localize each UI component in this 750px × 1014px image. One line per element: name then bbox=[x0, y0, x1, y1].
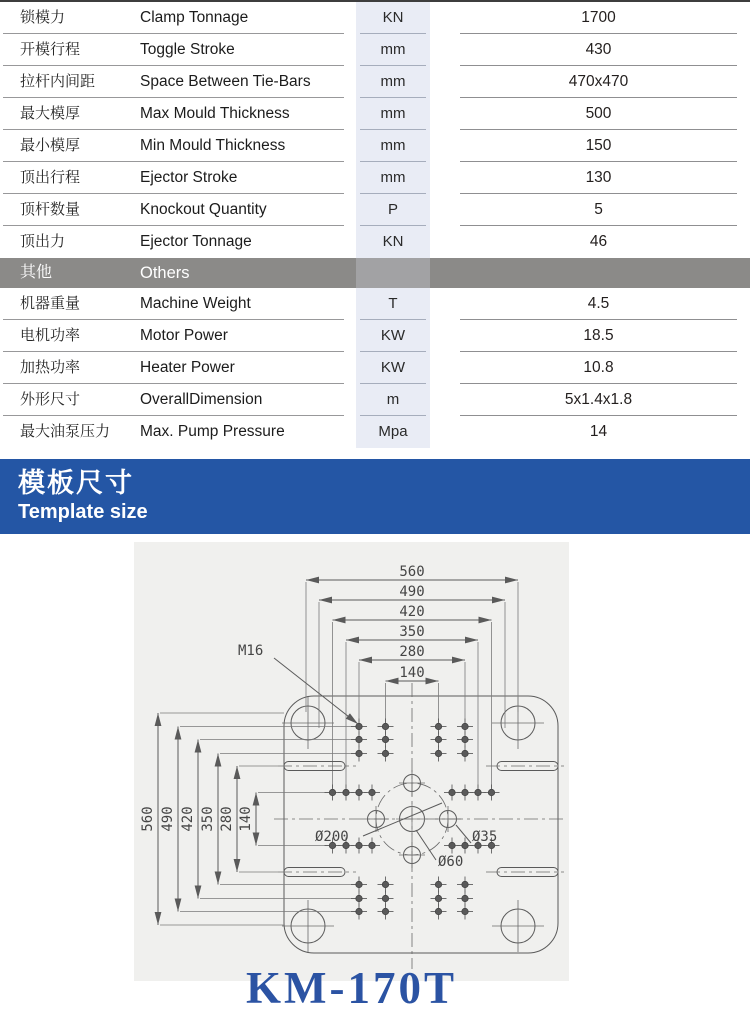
thread-label-m16: M16 bbox=[238, 643, 264, 659]
spec-row-overall-dimension bbox=[0, 384, 750, 416]
unit: KN bbox=[382, 9, 404, 26]
spec-row-motor-power bbox=[0, 320, 750, 352]
section-label-cn: 其他 bbox=[20, 264, 53, 281]
spec-row-heater-power bbox=[0, 352, 750, 384]
value: 1700 bbox=[581, 9, 616, 26]
spec-row-toggle-stroke bbox=[0, 34, 750, 66]
value: 14 bbox=[589, 423, 608, 440]
label-en: Heater Power bbox=[140, 359, 235, 376]
spec-row-knockout-quantity bbox=[0, 194, 750, 226]
value: 10.8 bbox=[583, 359, 614, 376]
dim-left-490: 490 bbox=[160, 806, 176, 832]
value: 5x1.4x1.8 bbox=[564, 391, 633, 408]
label-en: Knockout Quantity bbox=[140, 201, 267, 218]
spec-row-max-pump-pressure bbox=[0, 416, 750, 448]
label-en: Max Mould Thickness bbox=[140, 105, 290, 122]
spec-row-machine-weight bbox=[0, 288, 750, 320]
label-en: OverallDimension bbox=[140, 391, 263, 408]
dim-top-560: 560 bbox=[399, 564, 425, 580]
value: 4.5 bbox=[587, 295, 610, 312]
label-cn: 机器重量 bbox=[20, 295, 81, 312]
label-cn: 顶出力 bbox=[20, 233, 66, 250]
hole-label-60: Ø60 bbox=[438, 854, 464, 870]
unit: KW bbox=[380, 359, 406, 376]
banner-title-cn: 模板尺寸 bbox=[18, 468, 134, 498]
label-cn: 顶出行程 bbox=[20, 169, 81, 186]
value: 500 bbox=[585, 105, 612, 122]
spec-row-tie-bar-space bbox=[0, 66, 750, 98]
label-en: Ejector Stroke bbox=[140, 169, 238, 186]
label-cn: 开模行程 bbox=[20, 41, 81, 58]
label-en: Toggle Stroke bbox=[140, 41, 235, 58]
dim-left-420: 420 bbox=[180, 806, 196, 832]
unit: Mpa bbox=[378, 423, 408, 440]
template-drawing-panel bbox=[134, 542, 569, 981]
drawing-labels bbox=[238, 643, 497, 870]
label-cn: 最大模厚 bbox=[20, 105, 81, 122]
value: 18.5 bbox=[583, 327, 614, 344]
unit: m bbox=[386, 391, 400, 408]
dimensions-left bbox=[140, 713, 356, 925]
value: 470x470 bbox=[568, 73, 629, 90]
unit: KN bbox=[382, 233, 404, 250]
model-name: KM-170T bbox=[246, 963, 457, 1013]
dim-top-420: 420 bbox=[399, 604, 425, 620]
dim-top-490: 490 bbox=[399, 584, 425, 600]
value: 130 bbox=[585, 169, 612, 186]
label-en: Clamp Tonnage bbox=[140, 9, 249, 26]
spec-table bbox=[0, 0, 750, 448]
value: 430 bbox=[585, 41, 612, 58]
dim-left-560: 560 bbox=[140, 806, 156, 832]
tie-bar-holes bbox=[282, 697, 544, 952]
platen-outline bbox=[284, 696, 558, 953]
dim-top-140: 140 bbox=[399, 665, 425, 681]
section-label-en: Others bbox=[140, 264, 190, 282]
value: 46 bbox=[589, 233, 608, 250]
label-cn: 最大油泵压力 bbox=[20, 423, 111, 440]
label-en: Motor Power bbox=[140, 327, 228, 344]
dim-left-140: 140 bbox=[238, 806, 254, 832]
template-drawing bbox=[134, 542, 569, 981]
unit: KW bbox=[380, 327, 406, 344]
label-en: Ejector Tonnage bbox=[140, 233, 252, 250]
label-en: Space Between Tie-Bars bbox=[140, 73, 311, 90]
unit: mm bbox=[380, 137, 406, 154]
hole-label-35: Ø35 bbox=[472, 829, 498, 845]
spec-row-ejector-stroke bbox=[0, 162, 750, 194]
label-en: Min Mould Thickness bbox=[140, 137, 286, 154]
section-unit-tint bbox=[356, 258, 430, 288]
spec-row-ejector-tonnage bbox=[0, 226, 750, 258]
template-size-banner bbox=[0, 459, 750, 534]
label-cn: 拉杆内间距 bbox=[20, 73, 96, 90]
dim-left-280: 280 bbox=[219, 806, 235, 832]
unit: mm bbox=[380, 169, 406, 186]
dimensions-top bbox=[306, 564, 518, 788]
spec-row-min-mould-thickness bbox=[0, 130, 750, 162]
label-cn: 外形尺寸 bbox=[20, 391, 81, 408]
value: 5 bbox=[594, 201, 603, 218]
bolt-circle-label-200: Ø200 bbox=[315, 829, 349, 845]
unit: mm bbox=[380, 41, 406, 58]
label-cn: 顶杆数量 bbox=[20, 201, 81, 218]
spec-row-max-mould-thickness bbox=[0, 98, 750, 130]
label-cn: 加热功率 bbox=[20, 359, 81, 376]
unit: T bbox=[388, 295, 398, 312]
label-en: Machine Weight bbox=[140, 295, 251, 312]
label-cn: 电机功率 bbox=[20, 327, 81, 344]
section-row-others bbox=[0, 258, 750, 288]
spec-row-clamp-tonnage bbox=[0, 2, 750, 34]
unit: mm bbox=[380, 73, 406, 90]
banner-title-en: Template size bbox=[18, 501, 148, 523]
label-cn: 锁模力 bbox=[20, 9, 66, 26]
unit: mm bbox=[380, 105, 406, 122]
dim-top-280: 280 bbox=[399, 644, 425, 660]
label-en: Max. Pump Pressure bbox=[140, 423, 285, 440]
dim-left-350: 350 bbox=[200, 806, 216, 832]
value: 150 bbox=[585, 137, 612, 154]
label-cn: 最小模厚 bbox=[20, 137, 81, 154]
dim-top-350: 350 bbox=[399, 624, 425, 640]
unit: P bbox=[387, 201, 398, 218]
